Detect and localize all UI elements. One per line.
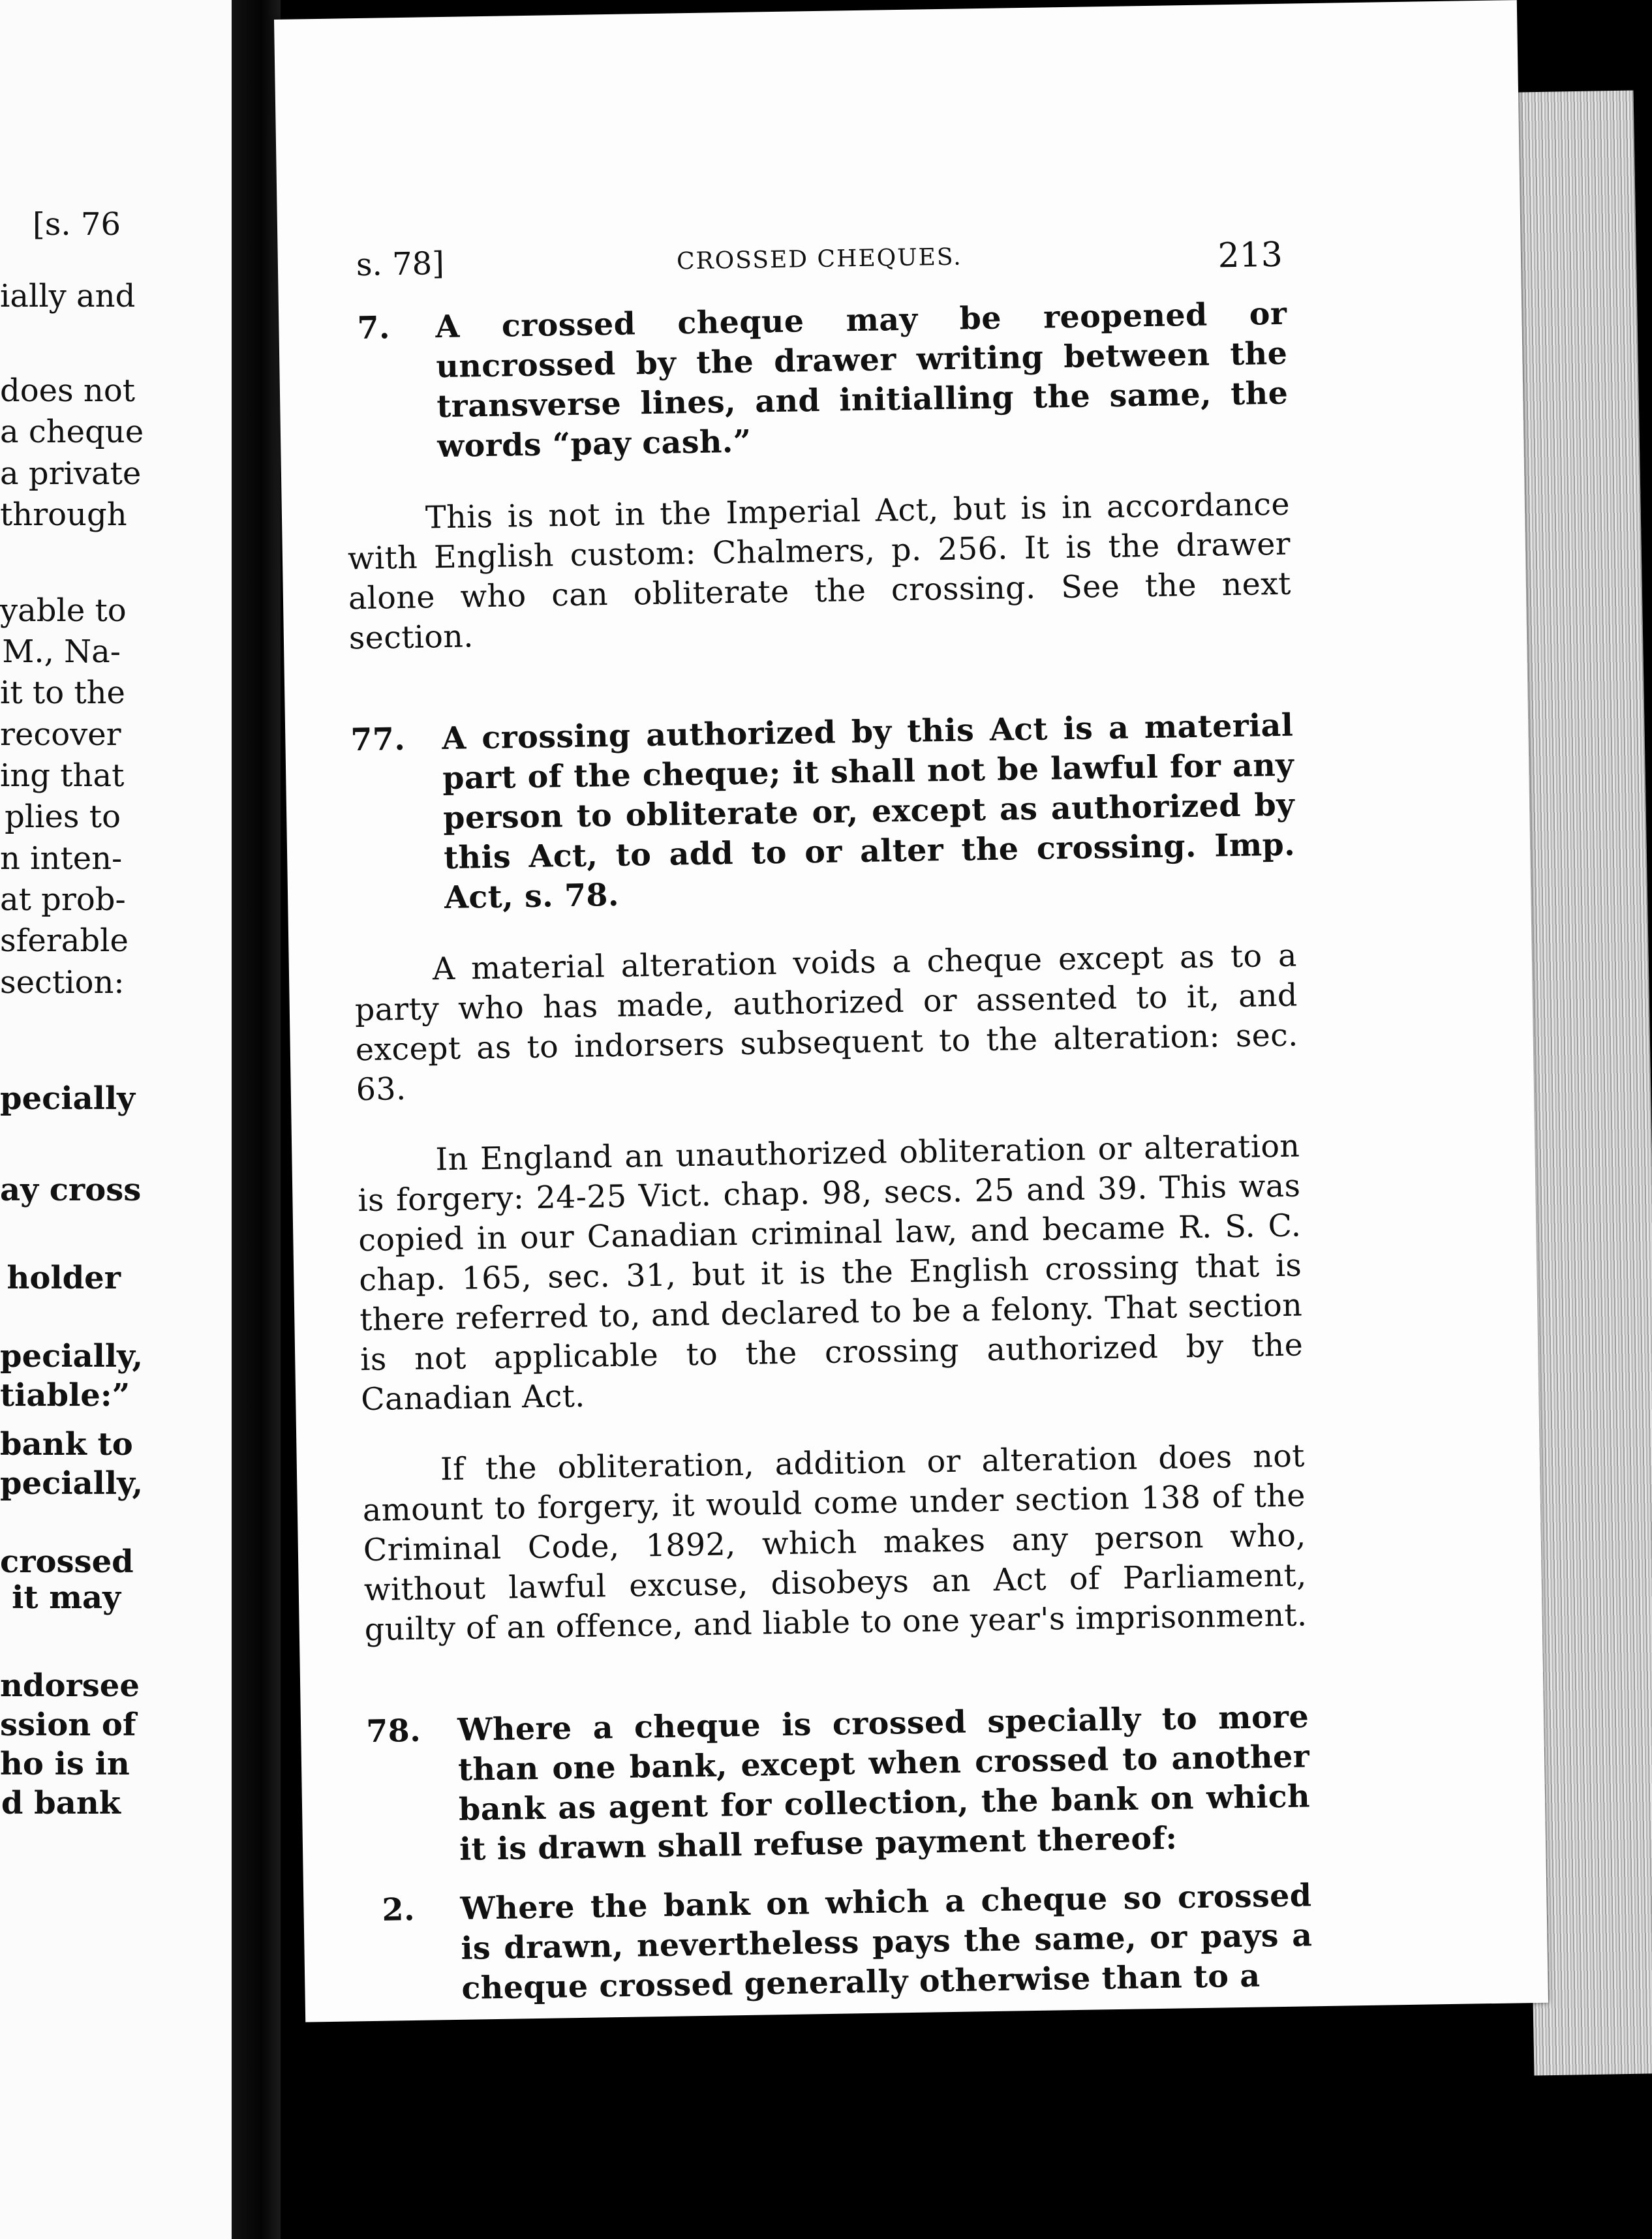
subsection-text: Where the bank on which a cheque so crossed is drawn, nevertheless pays the same, or pays a cheque crossed generally otherwise than to a <box>460 1877 1313 2007</box>
section-number: 78. <box>365 1712 421 1750</box>
page-number: 213 <box>1217 235 1283 276</box>
right-page <box>274 0 1548 2022</box>
commentary-paragraph: In England an unauthorized obliteration or alteration is forgery: 24-25 Vict. chap. 98, secs. 25 and 39. This was copied in our Canadian criminal law, and became R. S. C. chap. 165, sec. 31, but it is the English crossing that is there referred to, and declared to be a felony. That section is not applicable to the crossing authorized by the Canadian Act. <box>358 1128 1304 1418</box>
commentary-paragraph: A material alteration voids a cheque except as to a party who has made, authorized or assented to it, and except as to indorsers subsequent to the alteration: sec. 63. <box>354 937 1299 1108</box>
left-page-fragment: crossed <box>0 1544 134 1580</box>
left-page-fragment: ay cross <box>0 1172 142 1208</box>
left-page-fragment: sferable <box>0 922 129 959</box>
left-page-fragment: bank to <box>0 1426 133 1463</box>
subsection-2 <box>369 1876 1313 2010</box>
left-page-fragment: a private <box>0 455 142 492</box>
book-gutter <box>232 0 281 2239</box>
section-77 <box>350 706 1296 920</box>
subsection-text: A crossed cheque may be reopened or uncrossed by the drawer writing between the transverse lines, and initialling the same, the words “pay cash.” <box>435 295 1289 465</box>
section-78 <box>366 1697 1311 1871</box>
commentary-paragraph: This is not in the Imperial Act, but is in accordance with English custom: Chalmers, p. 256. It is the drawer alone who can obliterate the crossing. See the next section. <box>347 486 1292 657</box>
left-page-fragment: pecially, <box>0 1465 144 1502</box>
subsection-number: 7. <box>357 309 391 347</box>
left-page-fragment: at prob- <box>0 881 126 918</box>
section-text: A crossing authorized by this Act is a material part of the cheque; it shall not be lawful for any person to obliterate or, except as authorized by this Act, to add to or alter the crossing. Imp. Act, s. 78. <box>441 707 1296 917</box>
page-body <box>344 294 1313 2010</box>
section-reference: s. 78] <box>356 245 445 284</box>
commentary-paragraph: If the obliteration, addition or alteration does not amount to forgery, it would come under section 138 of the Criminal Code, 1892, which makes any person who, without lawful excuse, disobeys an Act of Parliament, guilty of an offence, and liable to one year's imprisonment. <box>362 1438 1308 1649</box>
left-page-fragment: a cheque <box>0 414 144 450</box>
left-page-fragment: M., Na- <box>2 633 121 670</box>
left-page-fragment: ndorsee <box>0 1668 140 1704</box>
left-page-fragment: through <box>0 496 127 533</box>
left-page-fragment: section: <box>0 964 125 1001</box>
running-title: CROSSED CHEQUES. <box>676 243 962 275</box>
left-page-fragment: ssion of <box>0 1707 136 1743</box>
left-page-fragment: pecially, <box>0 1338 144 1375</box>
left-page-fragment: holder <box>7 1260 121 1296</box>
subsection-number: 2. <box>382 1891 416 1928</box>
left-page-fragment: yable to <box>0 592 127 629</box>
left-page-fragment: pecially <box>0 1080 136 1117</box>
section-text: Where a cheque is crossed specially to more than one bank, except when crossed to another bank as agent for collection, the bank on which it is drawn shall refuse payment thereof: <box>457 1698 1311 1868</box>
page-header <box>356 232 1283 286</box>
left-page-fragment: ho is in <box>0 1746 130 1782</box>
left-page-fragment: ially and <box>0 278 136 314</box>
left-page-fragment: it may <box>12 1579 121 1616</box>
left-page-fragment: d bank <box>1 1785 121 1821</box>
left-page-fragment: plies to <box>5 799 121 835</box>
left-page-fragment: tiable:” <box>0 1377 130 1414</box>
left-page-fragment: does not <box>0 373 136 409</box>
left-page-fragment: ing that <box>0 757 125 794</box>
left-page <box>0 0 236 2239</box>
left-page-fragment: it to the <box>0 675 125 711</box>
left-page-fragment: n inten- <box>0 840 123 877</box>
left-page-fragment: [s. 76 <box>33 206 121 243</box>
section-number: 77. <box>350 720 406 759</box>
subsection-7 <box>344 294 1289 468</box>
left-page-fragment: recover <box>0 716 121 753</box>
